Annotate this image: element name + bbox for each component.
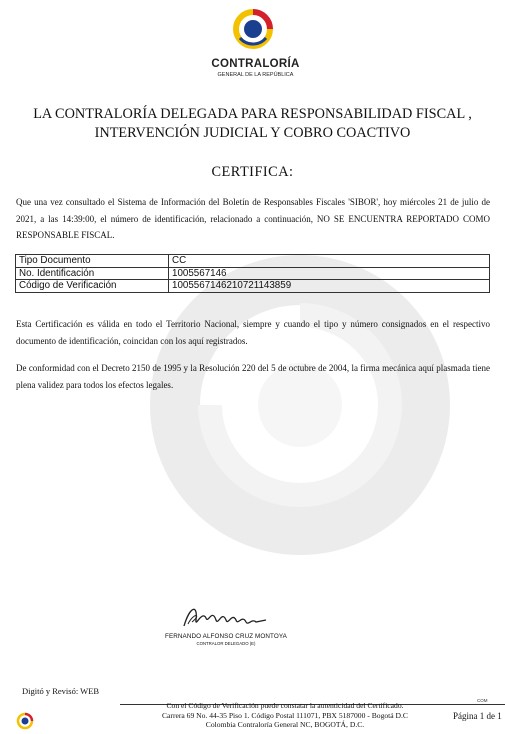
logo-subtitle: GENERAL DE LA REPÚBLICA [217, 72, 294, 78]
document-title-line1: LA CONTRALORÍA DELEGADA PARA RESPONSABILIDAD FISCAL , [33, 106, 472, 122]
footer-organization: Colombia Contraloría General NC, BOGOTÁ, D.C. [205, 720, 365, 729]
table-row [16, 267, 490, 280]
table-row [16, 280, 490, 293]
table-value: CC [169, 255, 490, 268]
footer-verification-note: Con el Código de Verificación puede constatar la autenticidad del Certificado. [166, 701, 404, 710]
table-label: Tipo Documento [16, 255, 169, 268]
consultation-paragraph: Que una vez consultado el Sistema de Información del Boletín de Responsables Fiscales 'SIBOR', hoy miércoles 21 de julio de 2021, a las 14:39:00, el número de identificación, relacionado a continuación, NO SE ENCUENTRA REPORTADO COMO RESPONSABLE FISCAL. [16, 197, 490, 240]
footer-address: Carrera 69 No. 44-35 Piso 1. Código Postal 111071, PBX 5187000 - Bogotá D.C [161, 711, 409, 720]
identification-table [15, 254, 490, 293]
contraloria-logo [232, 8, 274, 58]
validity-paragraph: Esta Certificación es válida en todo el Territorio Nacional, siempre y cuando el tipo y número consignados en el respectivo documento de identificación, coincidan con los aquí registrados. [16, 319, 490, 346]
signer-role: CONTRALOR DELEGADO (E) [196, 641, 256, 646]
document-title-line2: INTERVENCIÓN JUDICIAL Y COBRO COACTIVO [94, 125, 411, 141]
com-tag: COM [477, 698, 488, 703]
table-row [16, 255, 490, 268]
digito-reviso-label: Digitó y Revisó: WEB [22, 686, 100, 696]
signer-name: FERNANDO ALFONSO CRUZ MONTOYA [165, 633, 287, 640]
logo-name: CONTRALORÍA [211, 58, 300, 70]
table-label: No. Identificación [16, 267, 169, 280]
page-number: Página 1 de 1 [453, 711, 502, 721]
legal-paragraph: De conformidad con el Decreto 2150 de 1995 y la Resolución 220 del 5 de octubre de 2004, la firma mecánica aquí plasmada tiene plena validez para todos los efectos legales. [16, 363, 490, 390]
table-value: 1005567146 [169, 267, 490, 280]
watermark-emblem [150, 255, 450, 555]
table-value: 10055671462107211438​59 [169, 280, 490, 293]
certifica-heading: CERTIFICA: [211, 164, 294, 180]
table-label: Código de Verificación [16, 280, 169, 293]
footer-logo-icon [16, 712, 34, 732]
handwritten-signature [180, 600, 270, 632]
